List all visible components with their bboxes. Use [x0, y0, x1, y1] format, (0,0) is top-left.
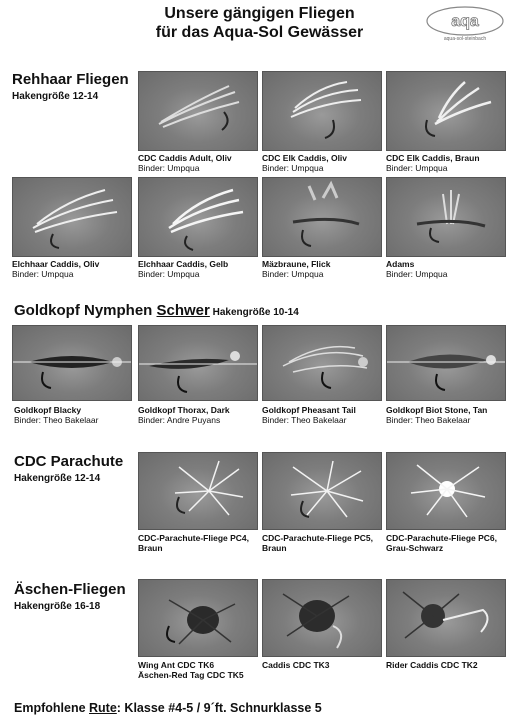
section-title-cdc: CDC Parachute [14, 453, 124, 470]
fly-caption: Wing Ant CDC TK6 Äschen-Red Tag CDC TK5 [138, 660, 244, 680]
fly-caption: Mäzbraune, Flick Binder: Umpqua [262, 259, 331, 279]
fly-caption: Elchhaar Caddis, Oliv Binder: Umpqua [12, 259, 100, 279]
fly-caption: Goldkopf Blacky Binder: Theo Bakelaar [14, 405, 99, 425]
fly-caption: Adams Binder: Umpqua [386, 259, 448, 279]
rod-recommendation: Empfohlene Rute: Klasse #4-5 / 9´ft. Schnurklasse 5 [14, 701, 322, 715]
hook-size-goldkopf: Hakengröße 10-14 [209, 307, 299, 318]
fly-photo [386, 579, 506, 657]
fly-photo [262, 325, 382, 401]
hook-size-cdc: Hakengröße 12-14 [14, 473, 101, 484]
fly-photo [12, 325, 132, 401]
fly-caption: CDC Caddis Adult, Oliv Binder: Umpqua [138, 153, 232, 173]
fly-caption: CDC Elk Caddis, Braun Binder: Umpqua [386, 153, 480, 173]
fly-photo [386, 452, 506, 530]
fly-caption: CDC-Parachute-Fliege PC4, Braun [138, 533, 249, 553]
rute-label: Rute [89, 701, 117, 715]
fly-photo [262, 177, 382, 257]
title-line-1: Unsere gängigen Fliegen [164, 5, 355, 22]
fly-photo [262, 579, 382, 657]
fly-caption: Goldkopf Pheasant Tail Binder: Theo Bakelaar [262, 405, 356, 425]
hook-size-aeschen: Hakengröße 16-18 [14, 601, 101, 612]
section-title-goldkopf: Goldkopf Nymphen Schwer Hakengröße 10-14 [14, 302, 299, 319]
emphasis-schwer: Schwer [156, 302, 210, 319]
fly-photo [138, 452, 258, 530]
svg-text:aqa: aqa [451, 13, 479, 30]
section-title-rehhaar: Rehhaar Fliegen [12, 71, 129, 88]
section-title-aeschen: Äschen-Fliegen [14, 581, 126, 598]
hook-size-rehhaar: Hakengröße 12-14 [12, 91, 99, 102]
fly-photo [386, 71, 506, 151]
fly-photo [262, 71, 382, 151]
fly-caption: CDC Elk Caddis, Oliv Binder: Umpqua [262, 153, 348, 173]
fly-photo [12, 177, 132, 257]
fly-photo [138, 325, 258, 401]
fly-photo [138, 71, 258, 151]
fly-caption: CDC-Parachute-Fliege PC5, Braun [262, 533, 373, 553]
aqua-sol-logo [424, 4, 506, 42]
fly-photo [386, 325, 506, 401]
title-line-2: für das Aqua-Sol Gewässer [155, 24, 364, 41]
fly-caption: Goldkopf Thorax, Dark Binder: Andre Puyans [138, 405, 230, 425]
fly-photo [138, 579, 258, 657]
fly-caption: Rider Caddis CDC TK2 [386, 660, 478, 670]
fly-photo [262, 452, 382, 530]
fly-caption: CDC-Parachute-Fliege PC6, Grau-Schwarz [386, 533, 497, 553]
svg-text:aqua-sol-steinbach: aqua-sol-steinbach [443, 36, 487, 42]
fly-photo [386, 177, 506, 257]
fly-caption: Goldkopf Biot Stone, Tan Binder: Theo Bakelaar [386, 405, 488, 425]
fly-caption: Elchhaar Caddis, Gelb Binder: Umpqua [138, 259, 229, 279]
fly-photo [138, 177, 258, 257]
fly-caption: Caddis CDC TK3 [262, 660, 330, 670]
